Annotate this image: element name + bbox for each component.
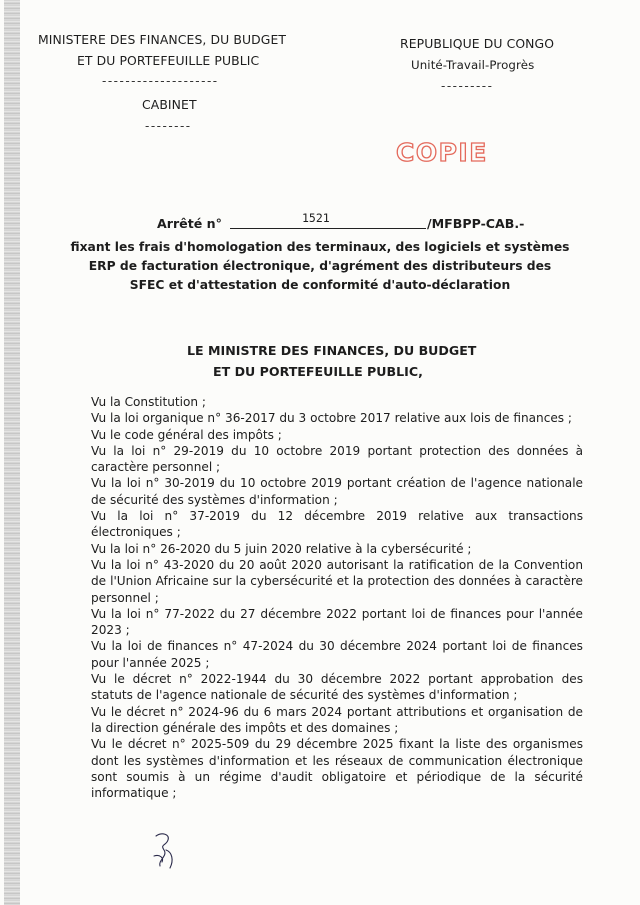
visa-item: Vu le code général des impôts ;	[91, 427, 282, 442]
cabinet-label: CABINET	[142, 97, 197, 112]
visa-item: Vu la Constitution ;	[91, 395, 206, 409]
visa-item: Vu la loi n° 43-2020 du 20 août 2020 autorisant la ratification de la Convention de l'Union Africaine sur la cybersécurité et la protection des données à caractère personnel ;	[91, 557, 583, 605]
copie-stamp: COPIE	[396, 138, 488, 167]
republic-name: REPUBLIQUE DU CONGO	[400, 36, 555, 51]
visa-item: Vu la loi de finances n° 47-2024 du 30 décembre 2024 portant loi de finances pour l'année 2025 ;	[91, 639, 583, 670]
arrete-subject: fixant les frais d'homologation des terminaux, des logiciels et systèmes ERP de facturation électronique, d'agrément des distributeurs des SFEC et d'attestation de conformité d'auto-déclaration	[70, 240, 570, 292]
handwritten-initials	[148, 830, 188, 874]
ministry-name-line1: MINISTERE DES FINANCES, DU BUDGET	[38, 32, 287, 47]
visa-item: Vu la loi n° 30-2019 du 10 octobre 2019 portant création de l'agence nationale de sécurité des systèmes d'information ;	[91, 476, 583, 507]
ministry-separator: --------------------	[102, 74, 219, 88]
visa-item: Vu la loi n° 26-2020 du 5 juin 2020 relative à la cybersécurité ;	[91, 541, 472, 556]
visa-item: Vu le décret n° 2025-509 du 29 décembre 2025 fixant la liste des organismes dont les systèmes d'information et les réseaux de communication électronique sont soumis à un régime d'audit obligatoire et périodique de la sécurité informatique ;	[91, 737, 583, 801]
visa-item: Vu le décret n° 2022-1944 du 30 décembre 2022 portant approbation des statuts de l'agence nationale de sécurité des systèmes d'information ;	[91, 672, 583, 703]
motto-separator: ---------	[441, 79, 494, 93]
minister-title-line1: LE MINISTRE DES FINANCES, DU BUDGET	[187, 343, 477, 358]
arrete-number-line	[230, 228, 426, 229]
minister-title-line2: ET DU PORTEFEUILLE PUBLIC,	[213, 364, 423, 379]
visa-item: Vu le décret n° 2024-96 du 6 mars 2024 portant attributions et organisation de la direction générale des impôts et des domaines ;	[91, 704, 583, 735]
visa-list	[91, 394, 583, 801]
visa-item: Vu la loi organique n° 36-2017 du 3 octobre 2017 relative aux lois de finances ;	[91, 411, 573, 426]
arrete-label: Arrêté n°	[157, 216, 222, 231]
scan-edge	[4, 0, 20, 905]
visa-item: Vu la loi n° 37-2019 du 12 décembre 2019 relative aux transactions électroniques ;	[91, 509, 583, 540]
arrete-number: 1521	[302, 211, 330, 225]
visa-item: Vu la loi n° 77-2022 du 27 décembre 2022 portant loi de finances pour l'année 2023 ;	[91, 606, 583, 638]
cabinet-separator: --------	[145, 119, 192, 133]
national-motto: Unité-Travail-Progrès	[411, 58, 535, 72]
ministry-name-line2: ET DU PORTEFEUILLE PUBLIC	[77, 53, 260, 68]
arrete-suffix: /MFBPP-CAB.-	[427, 216, 525, 231]
visa-item: Vu la loi n° 29-2019 du 10 octobre 2019 portant protection des données à caractère personnel ;	[91, 443, 583, 475]
